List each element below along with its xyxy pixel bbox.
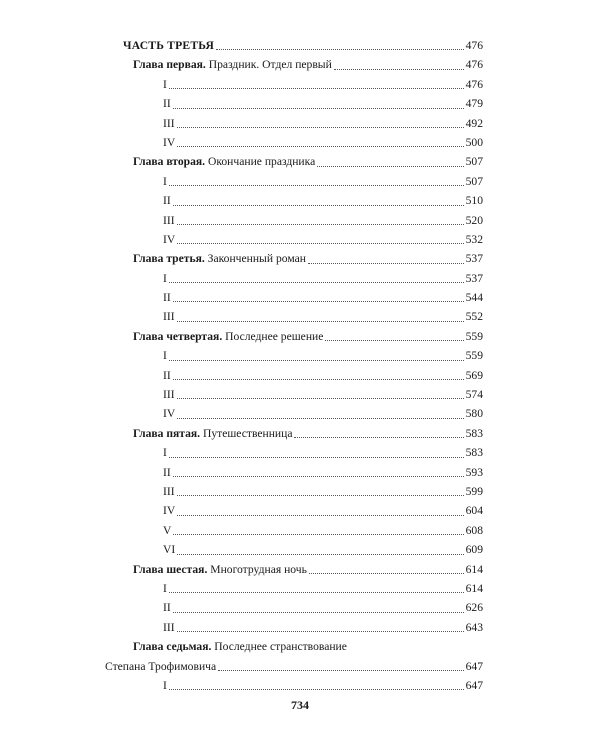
chapter-label: Глава третья. <box>133 252 205 266</box>
chapter-label: Глава первая. <box>133 58 206 72</box>
chapter-heading <box>123 424 483 443</box>
chapter-title-continued: Степана Трофимовича <box>105 659 217 673</box>
chapter-title: Законченный роман <box>207 252 306 266</box>
section-entry-label <box>163 288 171 307</box>
chapter-title: Многотрудная ночь <box>210 562 307 576</box>
section-entry-page: 569 <box>465 368 483 382</box>
chapter-heading-page: 507 <box>465 155 483 169</box>
chapter-page: 647 <box>465 659 483 673</box>
section-entry-page: 537 <box>465 271 483 285</box>
chapter-label: Глава седьмая. <box>133 640 212 654</box>
dot-leader <box>177 631 464 632</box>
chapter-title: Окончание праздника <box>207 155 316 169</box>
section-number: III <box>163 116 175 130</box>
section-number: I <box>163 77 167 91</box>
part-heading <box>123 36 483 55</box>
section-number: I <box>163 271 167 285</box>
section-entry <box>123 443 483 462</box>
chapter-heading-label <box>133 424 292 443</box>
section-entry-page: 532 <box>465 232 483 246</box>
section-entry <box>123 114 483 133</box>
chapter-heading-page: 476 <box>465 58 483 72</box>
section-entry-page: 614 <box>465 581 483 595</box>
section-entry-page: 559 <box>465 349 483 363</box>
section-entry-label <box>163 211 175 230</box>
section-entry <box>123 307 483 326</box>
section-entry-label <box>163 463 171 482</box>
section-entry-page: 544 <box>465 291 483 305</box>
section-entry <box>123 385 483 404</box>
section-entry-page: 574 <box>465 388 483 402</box>
chapter-heading-label <box>133 249 306 268</box>
section-entry-label <box>163 598 171 617</box>
chapter-title: Последнее решение <box>225 329 324 343</box>
chapter-heading-line2 <box>105 657 483 676</box>
section-entry-label <box>163 676 167 695</box>
section-entry-label <box>163 114 175 133</box>
dot-leader <box>308 263 464 264</box>
section-entry-label <box>163 385 175 404</box>
dot-leader <box>294 437 463 438</box>
dot-leader <box>173 476 464 477</box>
dot-leader <box>177 418 463 419</box>
section-entry <box>123 75 483 94</box>
section-entry-page: 552 <box>465 310 483 324</box>
section-number: II <box>163 291 171 305</box>
section-entry-label <box>163 269 167 288</box>
chapter-title: Праздник. Отдел первый <box>208 58 332 72</box>
section-entry <box>123 133 483 152</box>
chapter-heading-page: 583 <box>465 426 483 440</box>
section-number: I <box>163 446 167 460</box>
section-entry-label <box>163 94 171 113</box>
section-entry <box>123 346 483 365</box>
dot-leader <box>317 166 463 167</box>
section-entry-page: 479 <box>465 97 483 111</box>
section-entry-label <box>163 346 167 365</box>
dot-leader <box>177 127 464 128</box>
chapter-label: Глава вторая. <box>133 155 206 169</box>
dot-leader <box>177 515 463 516</box>
section-entry <box>123 230 483 249</box>
section-entry <box>123 366 483 385</box>
dot-leader <box>169 185 464 186</box>
dot-leader <box>173 108 464 109</box>
dot-leader <box>169 592 464 593</box>
chapter-heading <box>123 327 483 346</box>
section-number: V <box>163 523 172 537</box>
chapter-label: Глава четвертая. <box>133 329 223 343</box>
chapter-heading-line1 <box>123 637 483 656</box>
section-entry <box>123 501 483 520</box>
section-number: I <box>163 349 167 363</box>
section-entry-label <box>163 366 171 385</box>
part-title: ЧАСТЬ ТРЕТЬЯ <box>123 39 215 52</box>
section-entry-label <box>163 521 171 540</box>
chapter-heading-label <box>133 55 332 74</box>
section-entry-page: 500 <box>465 135 483 149</box>
dot-leader <box>177 146 463 147</box>
section-number: I <box>163 678 167 692</box>
dot-leader <box>173 379 464 380</box>
section-entry-page: 593 <box>465 465 483 479</box>
section-number: II <box>163 601 171 615</box>
section-number: III <box>163 213 175 227</box>
section-number: I <box>163 174 167 188</box>
section-entry-page: 599 <box>465 484 483 498</box>
dot-leader <box>173 534 463 535</box>
chapter-heading-label <box>133 327 323 346</box>
section-entry-label <box>163 443 167 462</box>
section-entry <box>123 463 483 482</box>
section-number: IV <box>163 232 176 246</box>
section-number: IV <box>163 135 176 149</box>
dot-leader <box>169 360 464 361</box>
section-entry <box>123 191 483 210</box>
section-entry-label <box>163 307 175 326</box>
section-entry-page: 604 <box>465 504 483 518</box>
section-entry <box>123 598 483 617</box>
dot-leader <box>325 340 463 341</box>
section-entry <box>123 618 483 637</box>
section-entry-label <box>163 482 175 501</box>
section-entry-label <box>163 230 175 249</box>
section-entry <box>123 521 483 540</box>
section-list <box>123 676 483 695</box>
section-entry <box>123 94 483 113</box>
section-entry-page: 507 <box>465 174 483 188</box>
section-entry-page: 626 <box>465 601 483 615</box>
section-number: III <box>163 620 175 634</box>
chapter-heading-page: 614 <box>465 562 483 576</box>
chapter-label: Глава шестая. <box>133 562 208 576</box>
section-entry-label <box>163 540 175 559</box>
section-number: II <box>163 368 171 382</box>
section-entry-label <box>163 501 175 520</box>
page-number: 734 <box>291 698 309 712</box>
dot-leader <box>177 554 463 555</box>
dot-leader <box>334 69 464 70</box>
table-of-contents <box>105 36 483 695</box>
section-entry-page: 608 <box>465 523 483 537</box>
dot-leader <box>169 457 464 458</box>
section-entry-page: 609 <box>465 543 483 557</box>
section-number: II <box>163 194 171 208</box>
dot-leader <box>177 243 463 244</box>
section-entry-page: 647 <box>465 678 483 692</box>
section-entry-label <box>163 618 175 637</box>
section-entry-page: 583 <box>465 446 483 460</box>
chapter-label: Глава пятая. <box>133 426 201 440</box>
section-entry <box>123 540 483 559</box>
section-entry-page: 492 <box>465 116 483 130</box>
section-number: II <box>163 97 171 111</box>
dot-leader <box>177 224 464 225</box>
dot-leader <box>216 49 464 50</box>
section-number: VI <box>163 543 176 557</box>
chapter-heading-page: 559 <box>465 329 483 343</box>
dot-leader <box>169 282 464 283</box>
section-entry <box>123 288 483 307</box>
chapter-entry <box>105 637 483 695</box>
section-number: I <box>163 581 167 595</box>
part-page: 476 <box>465 39 483 52</box>
section-entry-page: 520 <box>465 213 483 227</box>
dot-leader <box>177 398 464 399</box>
section-entry-label <box>163 579 167 598</box>
chapter-heading <box>123 152 483 171</box>
dot-leader <box>169 689 464 690</box>
dot-leader <box>218 670 463 671</box>
section-entry <box>123 482 483 501</box>
chapter-heading <box>123 249 483 268</box>
section-entry-label <box>163 404 175 423</box>
section-entry-page: 510 <box>465 194 483 208</box>
section-number: IV <box>163 504 176 518</box>
section-entry <box>123 579 483 598</box>
section-number: III <box>163 388 175 402</box>
chapter-heading-page: 537 <box>465 252 483 266</box>
chapter-title: Путешественница <box>203 426 293 440</box>
chapter-heading <box>123 55 483 74</box>
chapter-heading-label <box>133 152 315 171</box>
section-entry <box>123 269 483 288</box>
dot-leader <box>309 573 464 574</box>
dot-leader <box>177 495 464 496</box>
dot-leader <box>173 205 464 206</box>
section-entry-label <box>163 75 167 94</box>
section-entry-page: 643 <box>465 620 483 634</box>
section-entry-page: 580 <box>465 407 483 421</box>
section-number: III <box>163 484 175 498</box>
dot-leader <box>177 321 464 322</box>
section-entry <box>123 211 483 230</box>
section-entry <box>123 172 483 191</box>
dot-leader <box>169 88 464 89</box>
section-entry-label <box>163 133 175 152</box>
section-number: II <box>163 465 171 479</box>
chapter-list <box>123 55 483 637</box>
chapter-title: Последнее странствование <box>214 640 347 654</box>
section-entry-label <box>163 172 167 191</box>
section-entry-page: 476 <box>465 77 483 91</box>
chapter-heading <box>123 560 483 579</box>
section-number: IV <box>163 407 176 421</box>
dot-leader <box>173 301 464 302</box>
section-number: III <box>163 310 175 324</box>
section-entry <box>123 404 483 423</box>
section-entry-label <box>163 191 171 210</box>
chapter-heading-label <box>133 560 307 579</box>
section-entry <box>123 676 483 695</box>
dot-leader <box>173 612 464 613</box>
